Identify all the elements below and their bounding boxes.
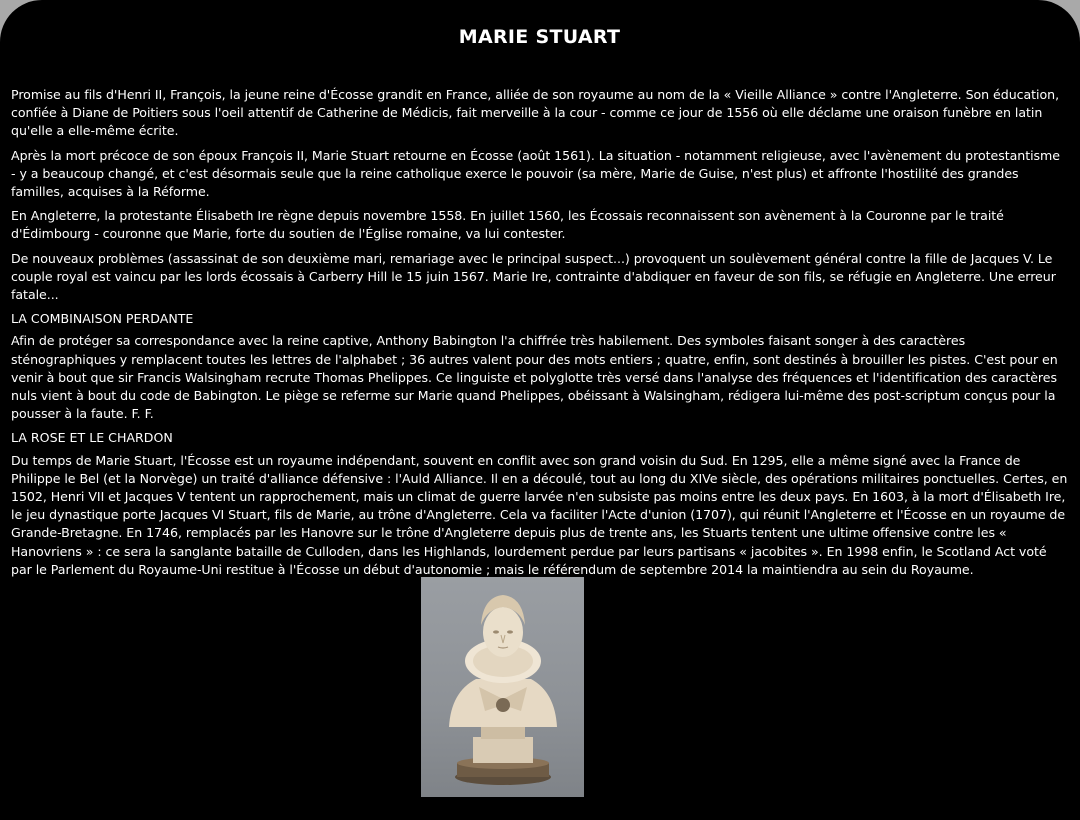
bust-illustration [421,577,584,797]
section-heading-rose-chardon: LA ROSE ET LE CHARDON [11,430,173,446]
paragraph-1: Promise au fils d'Henri II, François, la jeune reine d'Écosse grandit en France, alliée de son royaume au nom de la « Vieille Alliance » contre l'Angleterre. Son éducation, confiée à Diane de Poitiers sous l'oeil attentif de Catherine de Médicis, fait merveille à la cour - comme ce jour de 1556 où elle déclame une oraison funèbre en latin qu'elle a elle-même écrite. [11,87,1060,139]
paragraph-4: De nouveaux problèmes (assassinat de son deuxième mari, remariage avec le principal suspect...) provoquent un soulèvement général contre la fille de Jacques V. Le couple royal est vaincu par les lords écossais à Carberry Hill le 15 juin 1567. Marie Ire, contrainte d'abdiquer en faveur de son fils, se réfugie en Angleterre. Une erreur fatale... [11,250,1056,303]
page-title: MARIE STUART [458,26,621,48]
bust-photo [421,577,584,797]
paragraph-combinaison: Afin de protéger sa correspondance avec la reine captive, Anthony Babington l'a chiffrée très habilement. Des symboles faisant songer à des caractères sténographiques y remplacent toutes les lettres de l'alphabet ; 36 autres valent pour des mots entiers ; quatre, enfin, sont destinés à brouiller les pistes. C'est pour en venir à bout que sir Francis Walsingham recrute Thomas Phelippes. Ce linguiste et polyglotte très versé dans l'analyse des fréquences et l'identification des caractères nuls vient à bout du code de Babington. Le piège se referme sur Marie quand Phelippes, obéissant à Walsingham, rédigera lui-même des post-scriptum conçus pour la pousser à la faute. F. F. [11,333,1058,422]
paragraph-3: En Angleterre, la protestante Élisabeth Ire règne depuis novembre 1558. En juillet 1560, les Écossais reconnaissent son avènement à la Couronne par le traité d'Édimbourg - couronne que Marie, forte du soutien de l'Église romaine, va lui contester. [11,208,1004,242]
section-heading-combinaison: LA COMBINAISON PERDANTE [11,311,194,327]
paragraph-2: Après la mort précoce de son époux François II, Marie Stuart retourne en Écosse (août 1561). La situation - notamment religieuse, avec l'avènement du protestantisme - y a beaucoup changé, et c'est désormais seule que la reine catholique exerce le pouvoir (sa mère, Marie de Guise, n'est plus) et affronte l'hostilité des grandes familles, acquises à la Réforme. [11,147,1060,200]
paragraph-rose-chardon: Du temps de Marie Stuart, l'Écosse est un royaume indépendant, souvent en conflit avec son grand voisin du Sud. En 1295, elle a même signé avec la France de Philippe le Bel (et la Norvège) un traité d'alliance défensive : l'Auld Alliance. Il en a découlé, tout au long du XIVe siècle, des opérations militaires ponctuelles. Certes, en 1502, Henri VII et Jacques V tentent un rapprochement, mais un climat de guerre larvée n'en subsiste pas moins entre les deux pays. En 1603, à la mort d'Élisabeth Ire, le jeu dynastique porte Jacques VI Stuart, fils de Marie, au trône d'Angleterre. Cela va faciliter l'Acte d'union (1707), qui réunit l'Angleterre et l'Écosse en un royaume de Grande-Bretagne. En 1746, remplacés par les Hanovre sur le trône d'Angleterre depuis plus de trente ans, les Stuarts tentent une ultime offensive contre les « Hanovriens » : ce sera la sanglante bataille de Culloden, dans les Highlands, lourdement perdue par leurs partisans « jacobites ». En 1998 enfin, le Scotland Act voté par le Parlement du Royaume-Uni restitue à l'Écosse un début d'autonomie ; mais le référendum de septembre 2014 la maintiendra au sein du Royaume. [11,452,1068,577]
